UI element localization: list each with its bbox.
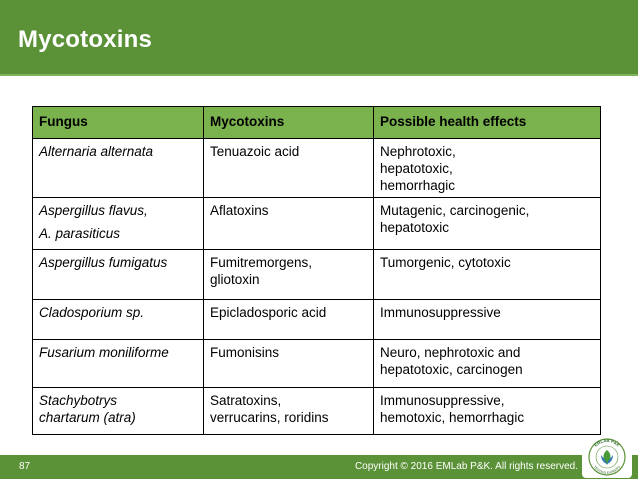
emlab-logo [582,436,632,478]
fungus-cell [33,139,204,198]
mycotoxin-name: Epicladosporic acid [210,305,327,320]
effects-line: hepatotoxic [380,220,450,235]
mycotoxin-name: Fumonisins [210,345,280,360]
effects-line: Mutagenic, carcinogenic, [380,203,530,218]
copyright-text: Copyright © 2016 EMLab P&K. All rights reserved. [354,461,578,472]
fungus-name: Aspergillus flavus, [39,203,148,218]
effects-cell [374,340,601,388]
mycotoxins-table-container [32,106,600,435]
fungus-name: Aspergillus fumigatus [39,255,168,270]
header-fungus: Fungus [33,107,204,139]
table-row [33,300,601,340]
mycotoxins-cell [204,250,374,300]
table-row [33,340,601,388]
effects-line: hemorrhagic [380,178,456,193]
fungus-name: chartarum (atra) [39,410,136,425]
effects-cell [374,198,601,250]
logo-bottom-text: TESTING EXPERTS [592,464,622,476]
effects-line: Immunosuppressive [380,305,501,320]
table-header-row [33,107,601,139]
fungus-name: A. parasiticus [39,226,121,241]
mycotoxin-name: Aflatoxins [210,203,269,218]
mycotoxin-name: Fumitremorgens, [210,255,313,270]
effects-line: hepatotoxic, carcinogen [380,362,523,377]
effects-cell [374,300,601,340]
fungus-name: Fusarium moniliforme [39,345,169,360]
footer-bar [0,455,638,479]
fungus-cell [33,198,204,250]
title-bar [0,0,638,76]
mycotoxin-name: gliotoxin [210,272,260,287]
fungus-cell [33,340,204,388]
mycotoxin-name: Tenuazoic acid [210,144,300,159]
mycotoxins-cell [204,340,374,388]
mycotoxins-table [32,106,601,435]
effects-line: Nephrotoxic, [380,144,456,159]
mycotoxins-cell [204,300,374,340]
mycotoxins-cell [204,139,374,198]
page-number: 87 [19,461,31,472]
effects-cell [374,250,601,300]
effects-cell [374,139,601,198]
fungus-name: Stachybotrys [39,393,118,408]
table-row [33,198,601,250]
mycotoxins-cell [204,388,374,435]
slide-title: Mycotoxins [18,26,153,53]
emlab-logo-icon [582,436,632,478]
header-mycotoxins: Mycotoxins [204,107,374,139]
fungus-cell [33,300,204,340]
mycotoxins-cell [204,198,374,250]
fungus-name: Cladosporium sp. [39,305,145,320]
mycotoxin-name: verrucarins, roridins [210,410,329,425]
effects-line: Neuro, nephrotoxic and [380,345,521,360]
effects-line: Tumorgenic, cytotoxic [380,255,511,270]
table-row [33,250,601,300]
fungus-cell [33,250,204,300]
effects-cell [374,388,601,435]
table-row [33,388,601,435]
fungus-cell [33,388,204,435]
effects-line: Immunosuppressive, [380,393,505,408]
effects-line: hemotoxic, hemorrhagic [380,410,525,425]
logo-top-text: EMLAB P&K [593,437,621,448]
mycotoxin-name: Satratoxins, [210,393,282,408]
header-health-effects: Possible health effects [374,107,601,139]
table-row [33,139,601,198]
fungus-name: Alternaria alternata [39,144,154,159]
effects-line: hepatotoxic, [380,161,453,176]
